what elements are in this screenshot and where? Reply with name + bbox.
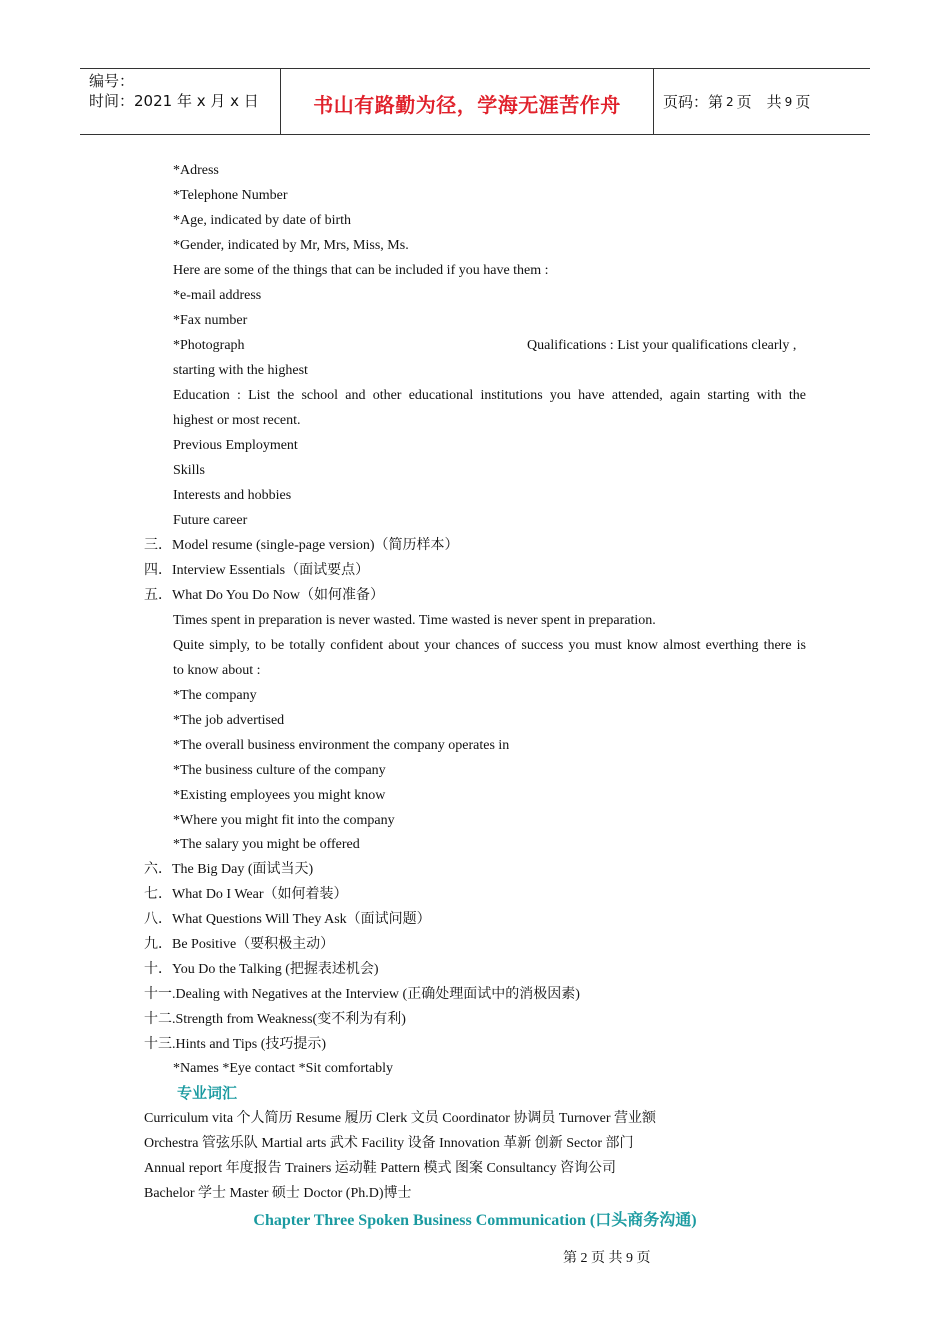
section-heading: 八．What Questions Will They Ask（面试问题） [144,912,431,927]
list-item: *Fax number [173,313,248,328]
paragraph: Education : List the school and other educational institutions you have attended, again starting with the [173,388,806,403]
section-heading: 十一.Dealing with Negatives at the Interview (正确处理面试中的消极因素) [144,987,580,1002]
page-label-prefix: 页码：第 [663,93,724,111]
vocabulary-line: Annual report 年度报告 Trainers 运动鞋 Pattern 模式 图案 Consultancy 咨询公司 [144,1161,616,1176]
section-heading: 十．You Do the Talking (把握表述机会) [144,962,379,977]
tips-line: *Names *Eye contact *Sit comfortably [173,1061,394,1076]
page-total: 9 [784,94,793,109]
section-heading: 七．What Do I Wear（如何着装） [144,887,348,902]
list-item: *Gender, indicated by Mr, Mrs, Miss, Ms. [173,238,409,253]
list-item: *Adress [173,163,219,178]
page-current: 2 [726,94,734,109]
paragraph: starting with the highest [173,363,308,378]
list-item: *Age, indicated by date of birth [173,213,352,228]
serial-label: 编号： [89,72,135,90]
list-item: Skills [173,463,205,478]
paragraph: Qualifications : List your qualifications clearly , [527,338,797,353]
paragraph: highest or most recent. [173,413,301,428]
list-item: *e-mail address [173,288,262,303]
list-item: *Existing employees you might know [173,788,386,803]
section-heading: 十二.Strength from Weakness(变不利为有利) [144,1012,406,1027]
list-item: *Where you might fit into the company [173,813,395,828]
vocabulary-line: Orchestra 管弦乐队 Martial arts 武术 Facility 设备 Innovation 革新 创新 Sector 部门 [144,1136,634,1151]
section-heading: 三．Model resume (single-page version)（简历样本） [144,538,459,553]
list-item: *Photograph [173,338,245,353]
vocabulary-line: Curriculum vita 个人简历 Resume 履历 Clerk 文员 Coordinator 协调员 Turnover 营业额 [144,1111,656,1126]
list-item: *The job advertised [173,713,285,728]
list-item: Previous Employment [173,438,298,453]
header-motto: 书山有路勤为径，学海无涯苦作舟 [281,69,654,134]
page-label-mid: 页 共 [736,93,782,111]
list-item: Interests and hobbies [173,488,292,503]
paragraph: Times spent in preparation is never wasted. Time wasted is never spent in preparation. [173,613,656,628]
section-heading: 十三.Hints and Tips (技巧提示) [144,1037,327,1052]
header-page-number [654,69,870,134]
header-meta [80,69,281,134]
vocabulary-heading: 专业词汇 [177,1084,238,1102]
list-item: *The business culture of the company [173,763,386,778]
paragraph: to know about : [173,663,261,678]
list-item: *The overall business environment the company operates in [173,738,510,753]
section-heading: 九．Be Positive（要积极主动） [144,937,335,952]
section-heading: 五．What Do You Do Now（如何准备） [144,588,384,603]
list-item: Future career [173,513,248,528]
page-footer: 第 2 页 共 9 页 [563,1251,651,1266]
page-header [80,68,870,135]
time-label: 时间：2021 年 x 月 x 日 [89,92,259,110]
list-item: *The salary you might be offered [173,837,360,852]
paragraph: Here are some of the things that can be included if you have them : [173,263,549,278]
list-item: *The company [173,688,257,703]
vocabulary-line: Bachelor 学士 Master 硕士 Doctor (Ph.D)博士 [144,1186,412,1201]
paragraph: Quite simply, to be totally confident about your chances of success you must know almost everthing there is [173,638,806,653]
page-label-suffix: 页 [795,93,811,111]
section-heading: 四．Interview Essentials（面试要点） [144,563,370,578]
section-heading: 六．The Big Day (面试当天) [144,862,314,877]
list-item: *Telephone Number [173,188,288,203]
chapter-title: Chapter Three Spoken Business Communication (口头商务沟通) [253,1212,697,1229]
